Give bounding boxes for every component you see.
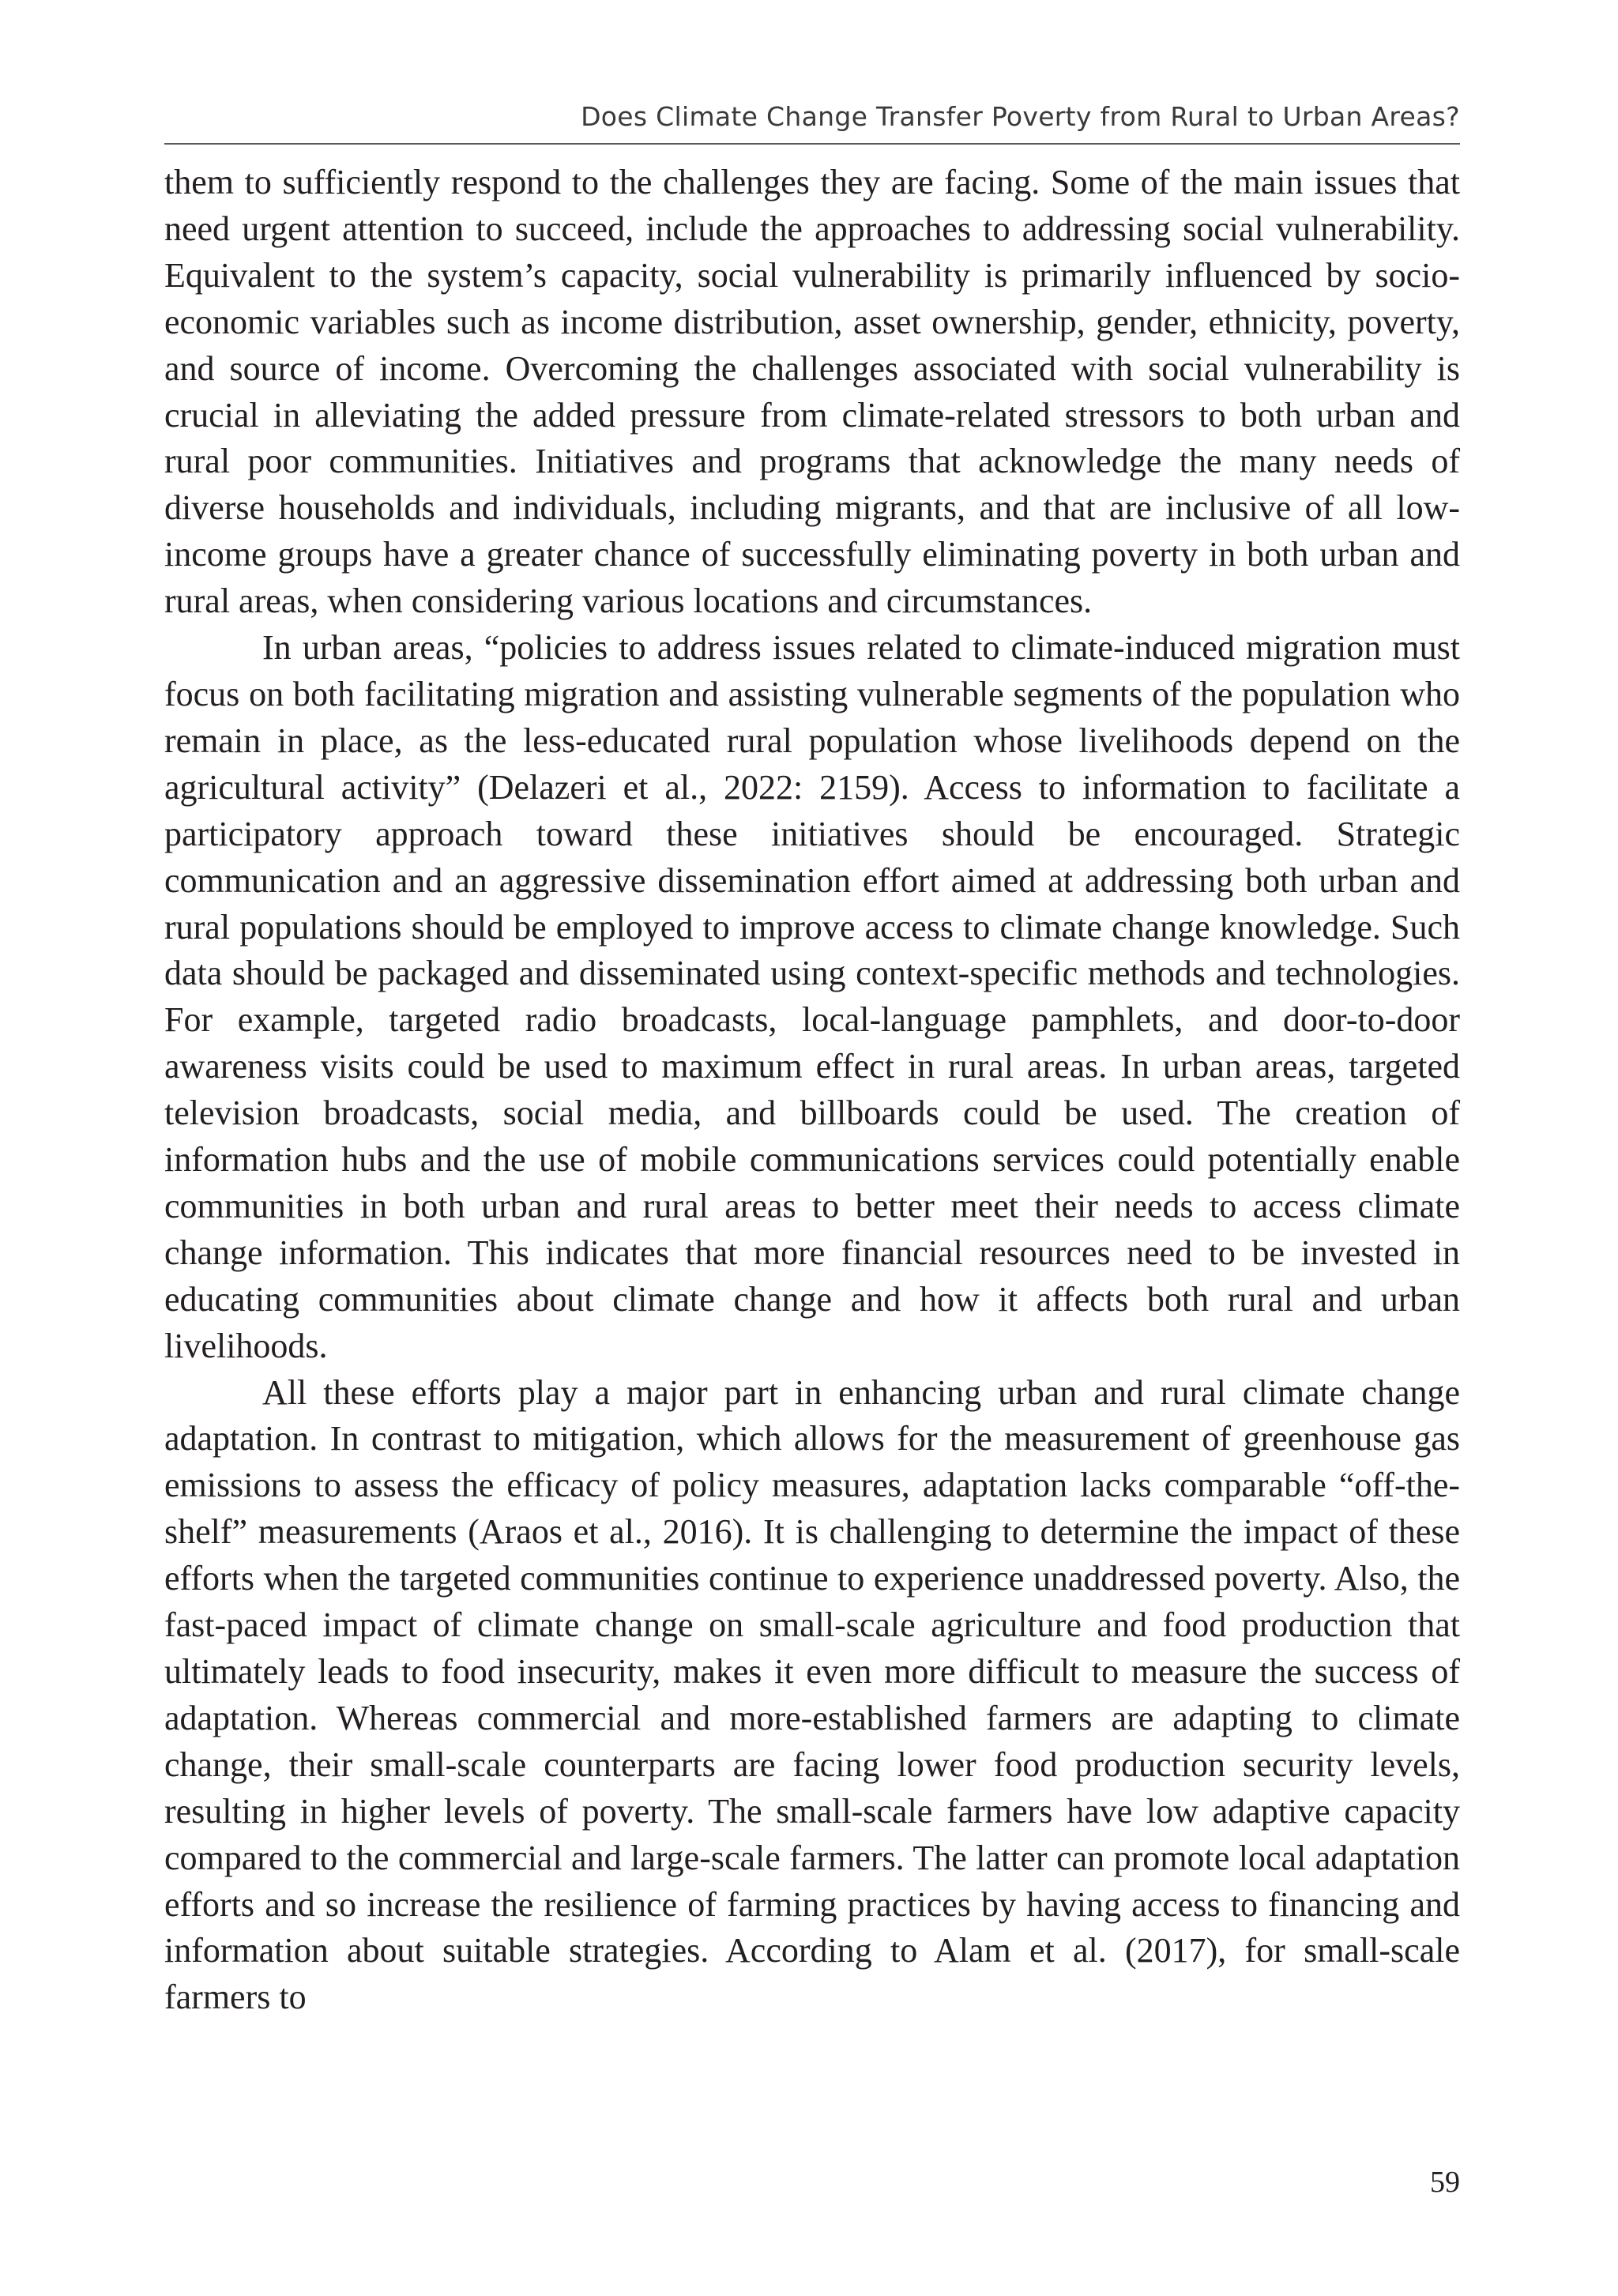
header-rule (164, 143, 1460, 145)
paragraph-2: In urban areas, “policies to address issues related to climate-induced migration must focus on both facilitating migration and assisting vulnerable segments of the population who remain in place, as the less-educated rural population whose livelihoods depend on the agricultural activity” (Delazeri et al., 2022: 2159). Access to information to facilitate a participatory approach toward these initiatives should be encouraged. Strategic communication and an aggressive dissemination effort aimed at addressing both urban and rural populations should be employed to improve access to climate change knowledge. Such data should be packaged and disseminated using context-specific methods and technologies. For example, targeted radio broadcasts, local-language pamphlets, and door-to-door awareness visits could be used to maximum effect in rural areas. In urban areas, targeted television broadcasts, social media, and billboards could be used. The creation of information hubs and the use of mobile communications services could potentially enable communities in both urban and rural areas to better meet their needs to access climate change information. This indicates that more financial resources need to be invested in educating communities about climate change and how it affects both rural and urban livelihoods. (164, 628, 1460, 1365)
paragraph-3: All these efforts play a major part in enhancing urban and rural climate change adaptation. In contrast to mitigation, which allows for the measurement of greenhouse gas emissions to assess the efficacy of policy measures, adaptation lacks comparable “off-the-shelf” measurements (Araos et al., 2016). It is challenging to determine the impact of these efforts when the targeted communities continue to experience unaddressed poverty. Also, the fast-paced impact of climate change on small-scale agriculture and food production that ultimately leads to food insecurity, makes it even more difficult to measure the success of adaptation. Whereas commercial and more-established farmers are adapting to climate change, their small-scale counterparts are facing lower food production security levels, resulting in higher levels of poverty. The small-scale farmers have low adaptive capacity compared to the commercial and large-scale farmers. The latter can promote local adaptation efforts and so increase the resilience of farming practices by having access to financing and information about suitable strategies. According to Alam et al. (2017), for small-scale farmers to (164, 1372, 1460, 2017)
body-text (164, 160, 1460, 2021)
page-number: 59 (1430, 2166, 1460, 2199)
paragraph-1: them to sufficiently respond to the challenges they are facing. Some of the main issues that need urgent attention to succeed, include the approaches to addressing social vulnerability. Equivalent to the system’s capacity, social vulnerability is primarily influenced by socio-economic variables such as income distribution, asset ownership, gender, ethnicity, poverty, and source of income. Overcoming the challenges associated with social vulnerability is crucial in alleviating the added pressure from climate-related stressors to both urban and rural poor communities. Initiatives and programs that acknowledge the many needs of diverse households and individuals, including migrants, and that are inclusive of all low-income groups have a greater chance of successfully eliminating poverty in both urban and rural areas, when considering various locations and circumstances. (164, 163, 1460, 621)
running-head: Does Climate Change Transfer Poverty from Rural to Urban Areas? (581, 101, 1460, 132)
